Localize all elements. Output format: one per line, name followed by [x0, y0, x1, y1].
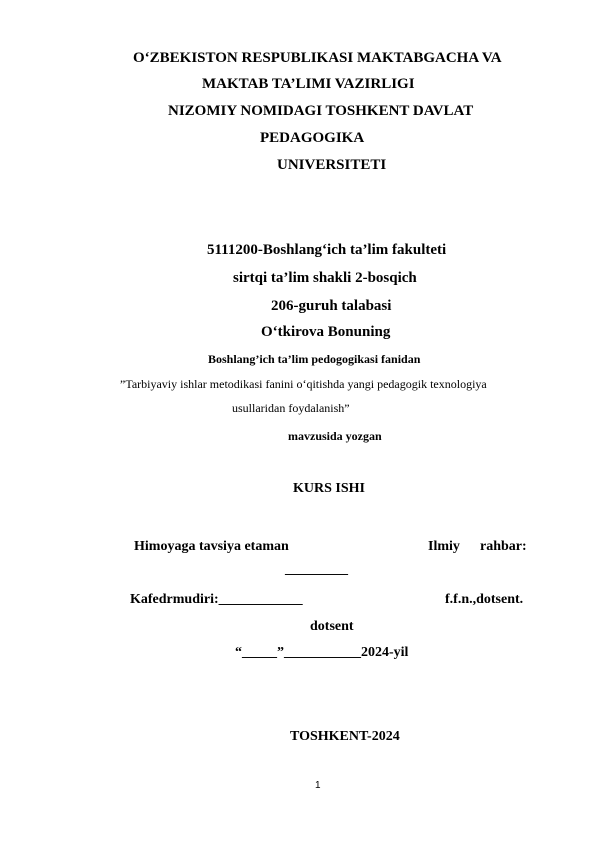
work-type-title: KURS ISHI	[293, 481, 365, 496]
topic-line-1: ”Tarbiyaviy ishlar metodikasi fanini o‘qitishda yangi pedagogik texnologiya	[120, 377, 487, 391]
student-name: O‘tkirova Bonuning	[261, 324, 391, 340]
advisor-label-word-1: Ilmiy	[428, 539, 460, 554]
head-of-department-label: Kafedrmudiri:____________	[130, 592, 303, 607]
topic-line-2: usullaridan foydalanish”	[232, 401, 350, 415]
advisor-signature-blank: _________	[285, 562, 348, 577]
head-title: dotsent	[310, 619, 354, 634]
subject-line: Boshlang’ich ta’lim pedogogikasi fanidan	[208, 352, 421, 366]
page-number: 1	[315, 780, 321, 791]
group-line: 206-guruh talabasi	[271, 298, 392, 314]
university-title-line-3: UNIVERSITETI	[277, 157, 387, 173]
city-year: TOSHKENT-2024	[290, 729, 400, 744]
study-form-line: sirtqi ta’lim shakli 2-bosqich	[233, 270, 417, 286]
date-line: “_____”___________2024-yil	[235, 645, 409, 660]
advisor-label-word-2: rahbar:	[480, 539, 527, 554]
ministry-title-line-1: O‘ZBEKISTON RESPUBLIKASI MAKTABGACHA VA	[133, 50, 502, 66]
university-title-line-2: PEDAGOGIKA	[260, 130, 365, 146]
faculty-line: 5111200-Boshlang‘ich ta’lim fakulteti	[207, 242, 447, 258]
recommend-label: Himoyaga tavsiya etaman	[134, 539, 289, 554]
ministry-title-line-2: MAKTAB TA’LIMI VAZIRLIGI	[202, 76, 415, 92]
advisor-title: f.f.n.,dotsent.	[445, 592, 524, 607]
written-on-line: mavzusida yozgan	[288, 429, 382, 443]
university-title-line-1: NIZOMIY NOMIDAGI TOSHKENT DAVLAT	[168, 103, 474, 119]
